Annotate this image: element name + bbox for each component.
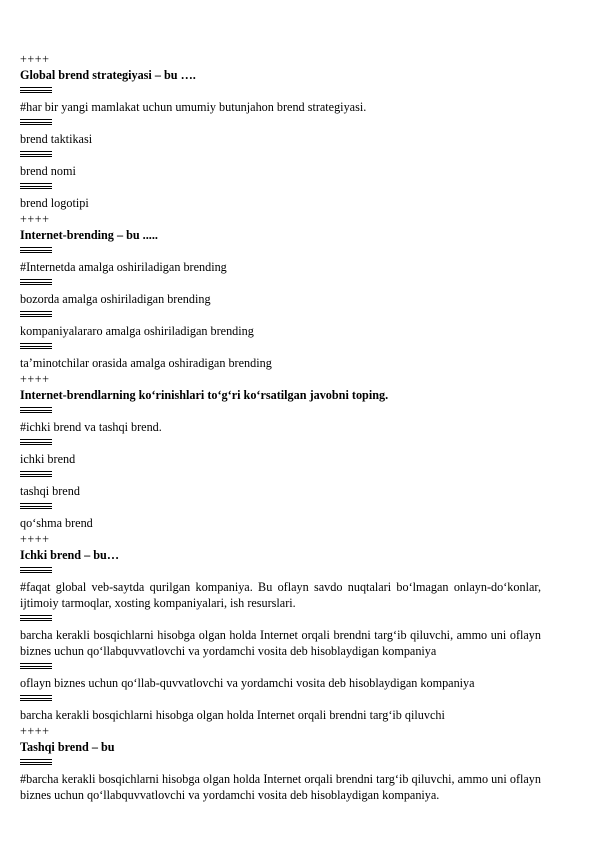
separator-line [20,471,52,477]
question-marker: ++++ [20,212,50,226]
separator-line [20,183,52,189]
separator-line [20,279,52,285]
separator-line [20,663,52,669]
answer-option: #har bir yangi mamlakat uchun umumiy butunjahon brend strategiyasi. [20,100,367,114]
answer-option: brend logotipi [20,196,89,210]
document-page [20,51,541,803]
separator-line [20,343,52,349]
answer-option: barcha kerakli bosqichlarni hisobga olgan holda Internet orqali brendni targ‘ib qiluvchi, ammo uni oflayn biznes uchun qo‘llabquvvatlovchi va yordamchi vosita deb hisoblaydigan kompaniya [20,628,541,658]
question-text: Internet-brending – bu ..... [20,228,158,242]
answer-option: brend taktikasi [20,132,93,146]
separator-line [20,311,52,317]
question-marker: ++++ [20,372,50,386]
question-marker: ++++ [20,724,50,738]
separator-line [20,87,52,93]
answer-option: tashqi brend [20,484,80,498]
answer-option: ichki brend [20,452,76,466]
question-block [20,531,541,723]
question-marker: ++++ [20,52,50,66]
answer-option: kompaniyalararo amalga oshiriladigan brending [20,324,254,338]
answer-option: #Internetda amalga oshiriladigan brending [20,260,227,274]
question-marker: ++++ [20,532,50,546]
answer-option: #faqat global veb-saytda qurilgan kompaniya. Bu oflayn savdo nuqtalari bo‘lmagan onlayn-do‘konlar, ijtimoiy tarmoqlar, xosting kompaniyalari, ish resurslari. [20,580,541,610]
question-block [20,51,541,211]
answer-option: #barcha kerakli bosqichlarni hisobga olgan holda Internet orqali brendni targ‘ib qiluvchi, ammo uni oflayn biznes uchun qo‘llabquvvatlovchi va yordamchi vosita deb hisoblaydigan kompaniya. [20,772,541,802]
question-text: Ichki brend – bu… [20,548,120,562]
separator-line [20,615,52,621]
separator-line [20,567,52,573]
answer-option: ta’minotchilar orasida amalga oshiradigan brending [20,356,272,370]
question-text: Internet-brendlarning ko‘rinishlari to‘g‘ri ko‘rsatilgan javobni toping. [20,388,389,402]
separator-line [20,503,52,509]
separator-line [20,151,52,157]
question-block [20,371,541,531]
separator-line [20,695,52,701]
answer-option: #ichki brend va tashqi brend. [20,420,162,434]
answer-option: oflayn biznes uchun qo‘llab-quvvatlovchi va yordamchi vosita deb hisoblaydigan kompaniya [20,676,475,690]
separator-line [20,407,52,413]
separator-line [20,247,52,253]
answer-option: barcha kerakli bosqichlarni hisobga olgan holda Internet orqali brendni targ‘ib qiluvchi [20,708,445,722]
question-text: Global brend strategiyasi – bu …. [20,68,196,82]
separator-line [20,759,52,765]
answer-option: qo‘shma brend [20,516,93,530]
answer-option: brend nomi [20,164,76,178]
question-text: Tashqi brend – bu [20,740,115,754]
question-block [20,211,541,371]
question-block [20,723,541,803]
separator-line [20,439,52,445]
answer-option: bozorda amalga oshiriladigan brending [20,292,211,306]
separator-line [20,119,52,125]
